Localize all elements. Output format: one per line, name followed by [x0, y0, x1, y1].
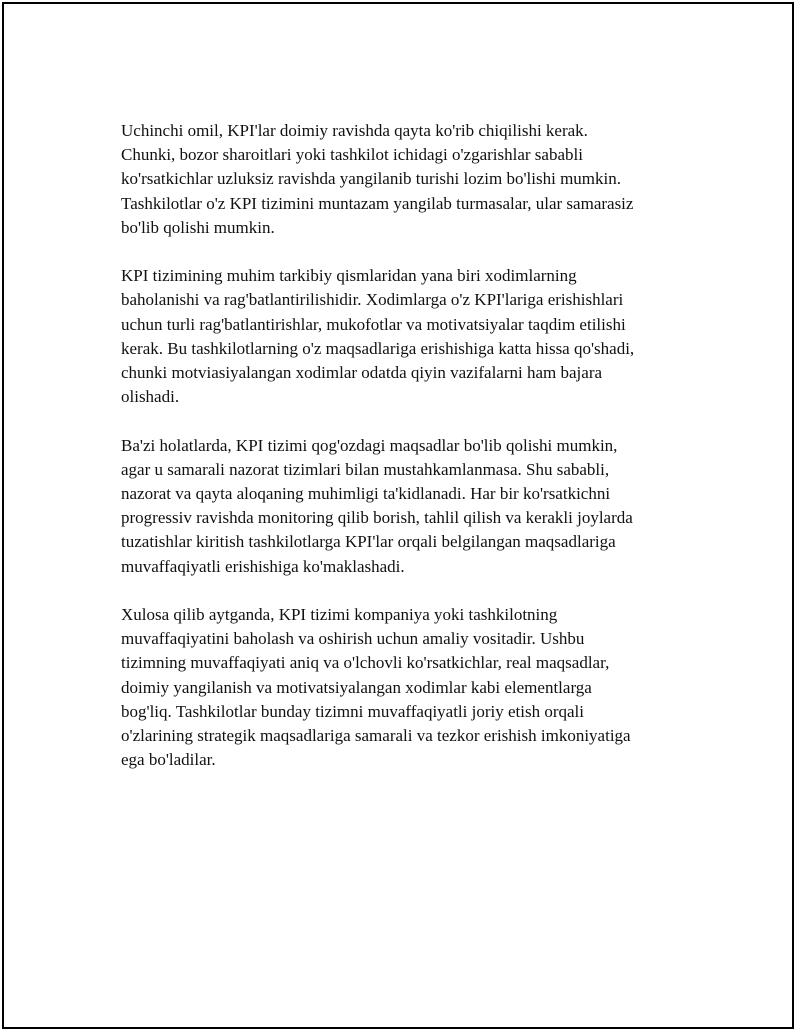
paragraph-3: Ba'zi holatlarda, KPI tizimi qog'ozdagi maqsadlar bo'lib qolishi mumkin, agar u samarali nazorat tizimlari bilan mustahkamlanmasa. Shu sababli, nazorat va qayta aloqaning muhimligi ta'kidlanadi. Har bir ko'rsatkichni progressiv ravishda monitoring qilib borish, tahlil qilish va kerakli joylarda tuzatishlar kiritish tashkilotlarga KPI'lar orqali belgilangan maqsadlariga muvaffaqiyatli erishishiga ko'maklashadi.: [121, 435, 633, 576]
document-body: [121, 119, 701, 797]
paragraph-1: Uchinchi omil, KPI'lar doimiy ravishda qayta ko'rib chiqilishi kerak. Chunki, bozor sharoitlari yoki tashkilot ichidagi o'zgarishlar sababli ko'rsatkichlar uzluksiz ravishda yangilanib turishi lozim bo'lishi mumkin. Tashkilotlar o'z KPI tizimini muntazam yangilab turmasalar, ular samarasiz bo'lib qolishi mumkin.: [121, 121, 634, 237]
paragraph-4: Xulosa qilib aytganda, KPI tizimi kompaniya yoki tashkilotning muvaffaqiyatini baholash va oshirish uchun amaliy vositadir. Ushbu tizimning muvaffaqiyati aniq va o'lchovli ko'rsatkichlar, real maqsadlar, doimiy yangilanish va motivatsiyalangan xodimlar kabi elementlarga bog'liq. Tashkilotlar bunday tizimni muvaffaqiyatli joriy etish orqali o'zlarining strategik maqsadlariga samarali va tezkor erishish imkoniyatiga ega bo'ladilar.: [121, 605, 631, 770]
document-page: [2, 2, 794, 1029]
paragraph-2: KPI tizimining muhim tarkibiy qismlaridan yana biri xodimlarning baholanishi va rag'batlantirilishidir. Xodimlarga o'z KPI'lariga erishishlari uchun turli rag'batlantirishlar, mukofotlar va motivatsiyalar taqdim etilishi kerak. Bu tashkilotlarning o'z maqsadlariga erishishiga katta hissa qo'shadi, chunki motviasiyalangan xodimlar odatda qiyin vazifalarni ham bajara olishadi.: [121, 266, 635, 407]
